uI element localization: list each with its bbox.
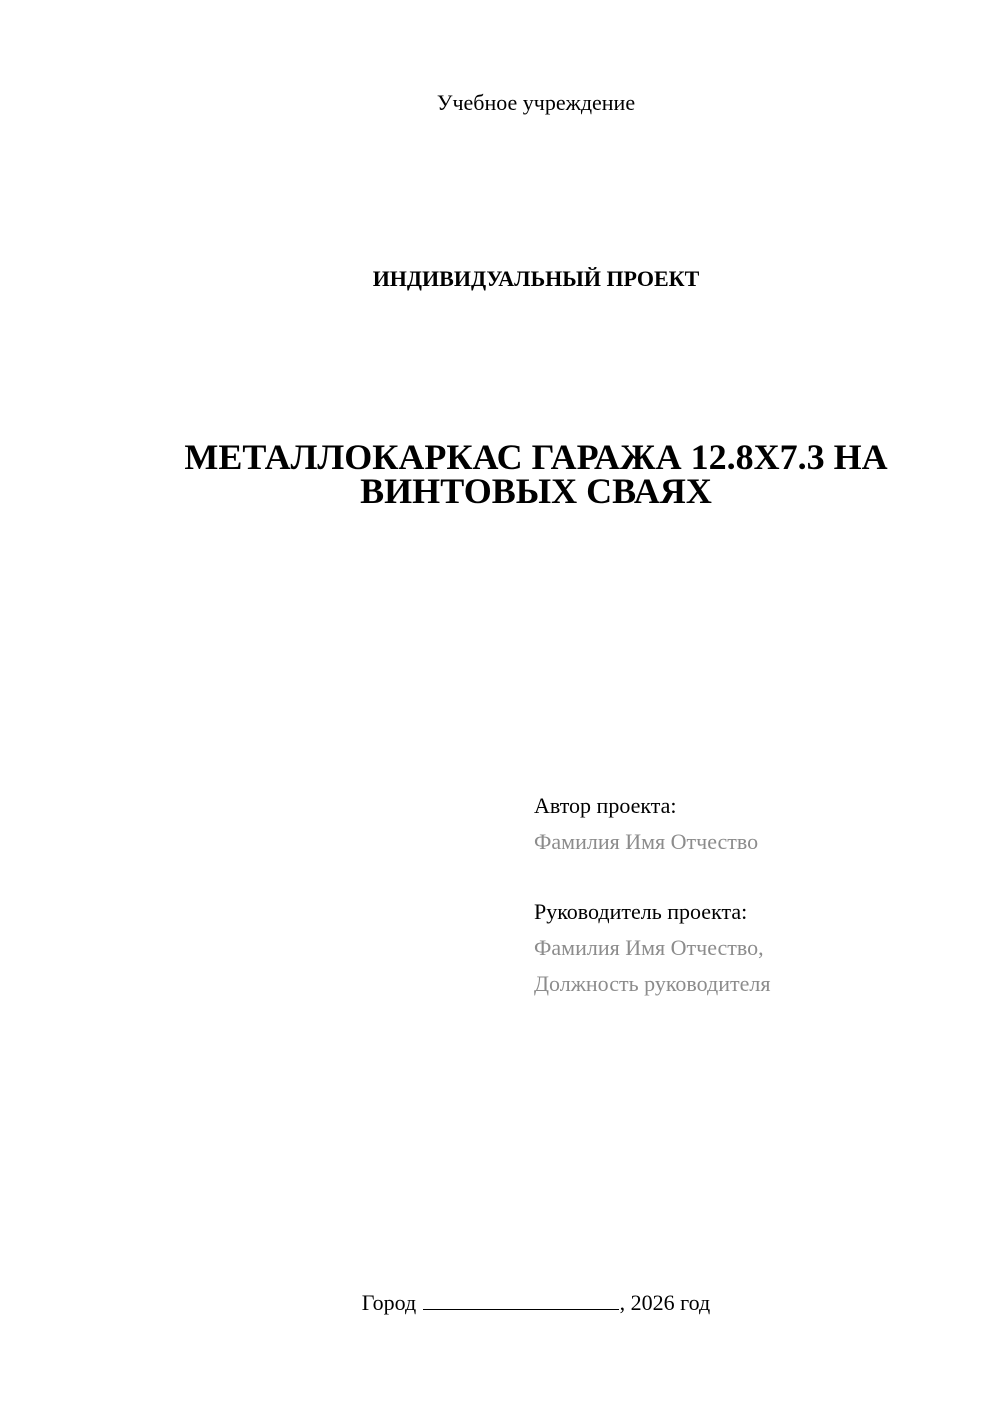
city-blank-line xyxy=(423,1291,619,1310)
year-text: , 2026 год xyxy=(619,1290,711,1315)
institution-name: Учебное учреждение xyxy=(436,90,636,115)
supervisor-label: Руководитель проекта: xyxy=(534,899,748,924)
signatures-block xyxy=(534,788,974,1036)
project-title-line-2: ВИНТОВЫХ СВАЯХ xyxy=(360,471,712,511)
project-title xyxy=(0,437,1000,511)
city-label: Город xyxy=(361,1290,417,1315)
author-name: Фамилия Имя Отчество xyxy=(534,829,759,854)
supervisor-block xyxy=(534,894,974,1002)
project-title-line-1: МЕТАЛЛОКАРКАС ГАРАЖА 12.8Х7.3 НА xyxy=(184,437,888,477)
author-block xyxy=(534,788,974,860)
document-type: ИНДИВИДУАЛЬНЫЙ ПРОЕКТ xyxy=(372,266,700,291)
supervisor-position: Должность руководителя xyxy=(534,971,771,996)
supervisor-name: Фамилия Имя Отчество, xyxy=(534,935,764,960)
footer-city-year xyxy=(0,1290,1000,1316)
author-label: Автор проекта: xyxy=(534,793,677,818)
